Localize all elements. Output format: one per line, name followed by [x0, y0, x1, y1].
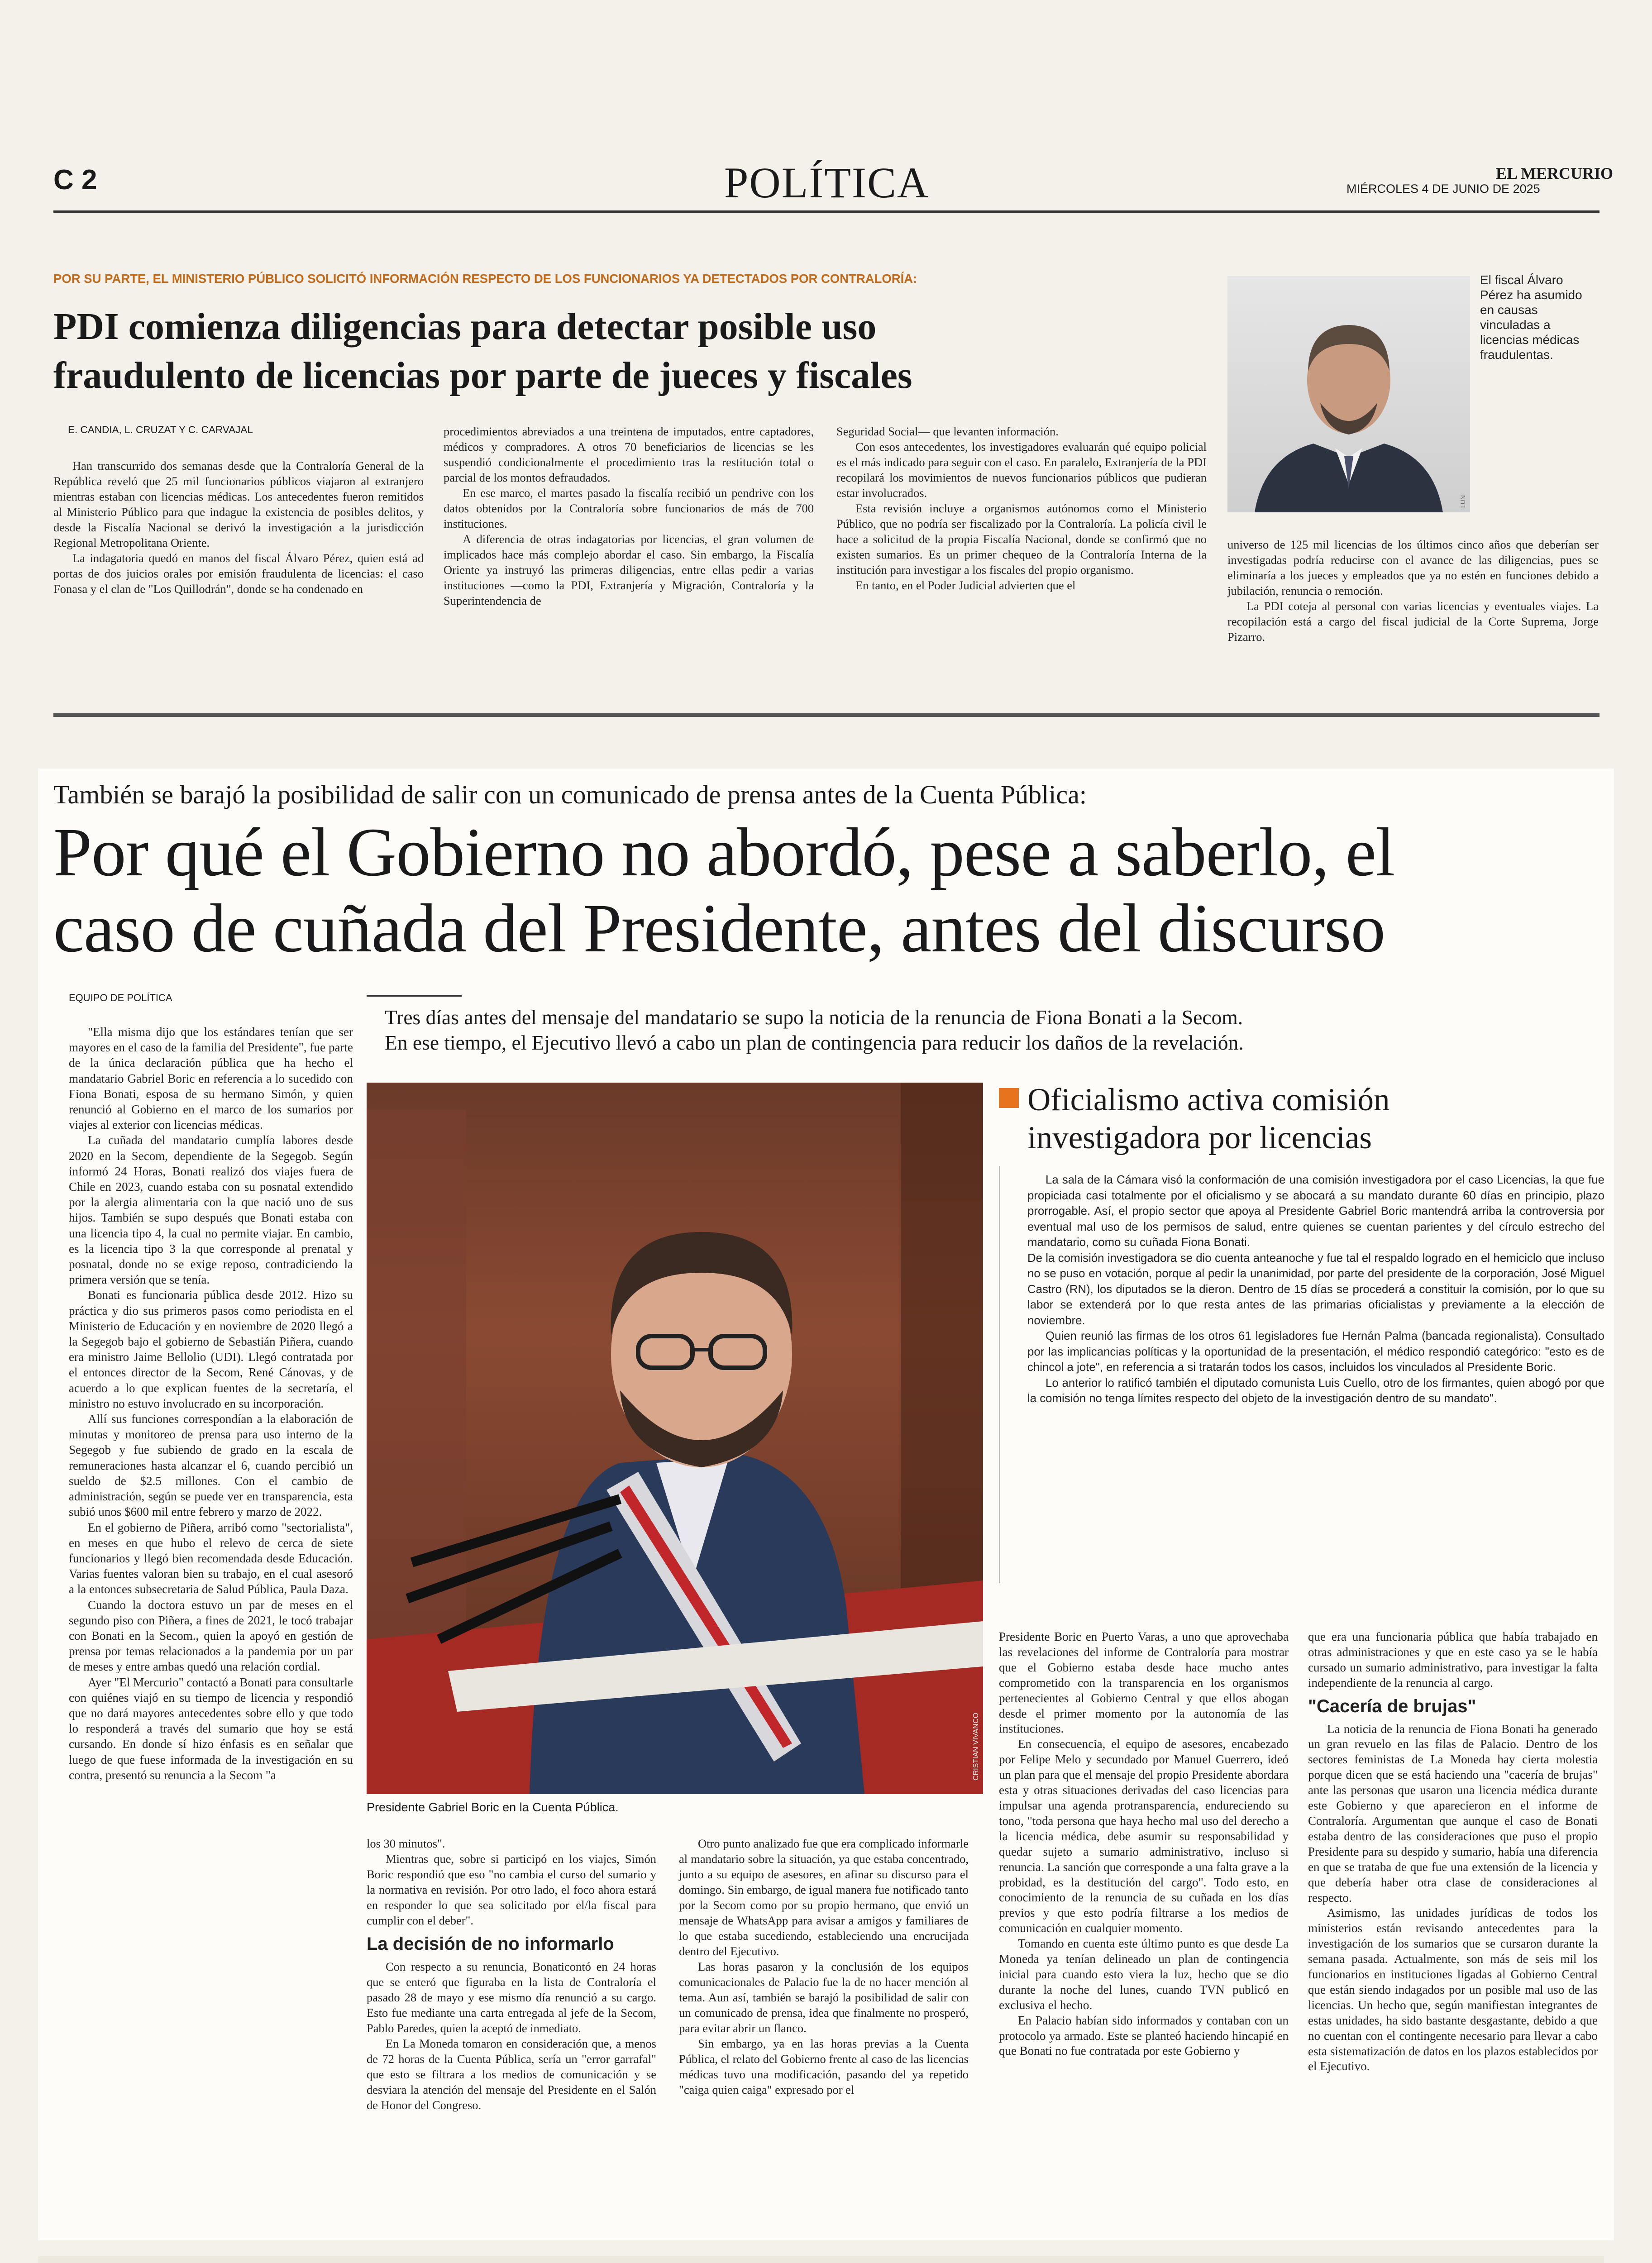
art2-headline-line1: Por qué el Gobierno no abordó, pese a saberlo, el: [53, 814, 1395, 891]
subhead-caceria: "Cacería de brujas": [1308, 1696, 1476, 1716]
paragraph: Allí sus funciones correspondían a la elaboración de minutas y monitoreo de prensa para uso interno de la Segegob y fue subiendo de grado en la escala de remuneraciones hasta alcanzar el 6, cuando percibió un sueldo de $2.5 millones. Con el cambio de administración, según se puede ver en transparencia, esta subió unos $600 mil entre febrero y marzo de 2022.: [69, 1412, 353, 1519]
paragraph: Lo anterior lo ratificó también el diputado comunista Luis Cuello, otro de los firmantes, quien abogó por que la comisión no tenga límites respecto del objeto de la investigación dentro de su mandato".: [1027, 1376, 1604, 1405]
subhead-decision: La decisión de no informarlo: [367, 1934, 614, 1954]
art2-col-middle2: [679, 1836, 969, 2097]
paragraph: Seguridad Social— que levanten información.: [836, 425, 1059, 438]
paragraph: Cuando la doctora estuvo un par de meses en el segundo piso con Piñera, a fines de 2021, le tocó trabajar con Bonati en la Secom., quien la apoyó en gestión de prensa por temas relacionados a la pandemia por un par de meses y entre ambas quedó una relación cordial.: [69, 1598, 353, 1674]
paragraph: Con esos antecedentes, los investigadores evaluarán qué equipo policial es el más indicado para seguir con el caso. En paralelo, Extranjería de la PDI recopilará los movimientos de nuevos funcionarios públicos que pudieran estar involucrados.: [836, 440, 1207, 500]
art2-kicker: También se barajó la posibilidad de salir con un comunicado de prensa antes de la Cuenta Pública:: [53, 780, 1087, 809]
newspaper-name: EL MERCURIO: [1496, 164, 1614, 182]
art1-col4: [1227, 537, 1599, 645]
paragraph: A diferencia de otras indagatorias por licencias, el gran volumen de implicados hace más complejo abordar el caso. Sin embargo, la Fiscalía Oriente ya instruyó las primeras diligencias, entre ellas pedir a varias instituciones —como la PDI, Extranjería y Migración, Contraloría y la Superintendencia de: [444, 532, 814, 607]
president-photo: [367, 1083, 983, 1794]
art2-headline: [53, 815, 1610, 967]
deck-rule: [367, 995, 462, 997]
art1-col3: [836, 424, 1207, 593]
paragraph: La indagatoria quedó en manos del fiscal Álvaro Pérez, quien está ad portas de dos juicios orales por emisión fraudulenta de licencias: el caso Fonasa y el clan de "Los Quillodrán", donde se ha condenado en: [53, 551, 424, 596]
paragraph: Ayer "El Mercurio" contactó a Bonati para consultarle con quiénes viajó en su tiempo de licencia y respondió que no dará mayores antecedentes sobre ello y que todo lo responderá a través del sumario que hoy se está cursando. En donde sí hizo énfasis es en señalar que luego de que fuese informada de la investigación en su contra, presentó su renuncia a la Secom "a: [69, 1675, 353, 1782]
paragraph: que era una funcionaria pública que había trabajado en otras administraciones y que en este caso ya se le había cursado un sumario administrativo, para investigar la falta independiente de la renuncia al cargo.: [1308, 1630, 1598, 1690]
art1-kicker: POR SU PARTE, EL MINISTERIO PÚBLICO SOLICITÓ INFORMACIÓN RESPECTO DE LOS FUNCIONARIOS YA DETECTADOS POR CONTRALORÍA:: [53, 272, 917, 286]
president-illustration: [367, 1083, 983, 1794]
art1-headline: [53, 302, 1230, 400]
paragraph: universo de 125 mil licencias de los últimos cinco años que deberían ser investigadas podría reducirse con el avance de las diligencias, pues se eliminaría a los jueces y empleados que ya no estén en funciones debido a jubilación, renuncia o remoción.: [1227, 538, 1599, 597]
paragraph: Tomando en cuenta este último punto es que desde La Moneda ya tenían delineado un plan de contingencia inicial para cuando esto viera la luz, hecho que se dio durante la noche del lunes, cuando TVN publicó en exclusiva el hecho.: [999, 1937, 1289, 2012]
paragraph: En Palacio habían sido informados y contaban con un protocolo ya armado. Este se planteó haciendo hincapié en que Bonati no fue contratada por este Gobierno y: [999, 2013, 1289, 2058]
art1-bottom-rule: [53, 713, 1599, 717]
paragraph: Las horas pasaron y la conclusión de los equipos comunicacionales de Palacio fue la de no hacer mención al tema. Aun así, también se barajó la posibilidad de salir con un comunicado de prensa, idea que finalmente no prosperó, para evitar abrir un flanco.: [679, 1960, 969, 2035]
paragraph: Esta revisión incluye a organismos autónomos como el Ministerio Público, que no podría ser fiscalizado por la Contraloría. La policía civil le hace a solicitud de la propia Fiscalía Nacional, donde se confirmó que no existen sumarios. Es un primer chequeo de la Contraloría Interna de la institución para investigar a los fiscales del propio organismo.: [836, 501, 1207, 577]
paragraph: La PDI coteja al personal con varias licencias y eventuales viajes. La recopilación está a cargo del fiscal judicial de la Corte Suprema, Jorge Pizarro.: [1227, 599, 1599, 644]
paragraph: Quien reunió las firmas de los otros 61 legisladores fue Hernán Palma (bancada regionalista). Consultado por las implicancias políticas y la oportunidad de la presentación, el médico respondió categórico: "esto es de chincol a jote", en referencia a si tratarán todos los casos, incluidos los vinculados al Presidente Boric.: [1027, 1330, 1604, 1374]
paragraph: los 30 minutos".: [367, 1837, 445, 1850]
sidebar-body: [1027, 1172, 1604, 1407]
art2-col-right1: [999, 1629, 1289, 2059]
art3-panel: [38, 2256, 1604, 2263]
paragraph: Con respecto a su renuncia, Bonaticontó en 24 horas que se enteró que figuraba en la lista de Contraloría el pasado 28 de mayo y ese mismo día renunció a su cargo. Esto fue mediante una carta entregada al jefe de la Secom, Pablo Paredes, quien la aceptó de inmediato.: [367, 1960, 656, 2035]
art1-headline-line1: PDI comienza diligencias para detectar posible uso: [53, 306, 877, 348]
paragraph: "Ella misma dijo que los estándares tenían que ser mayores en el caso de la familia del Presidente", fue parte de la única declaración pública que ha hecho el mandatario Gabriel Boric en referencia a lo sucedido con Fiona Bonati, esposa de su hermano Simón, y quien renunció al Gobierno en el marco de los sumarios por viajes al exterior con licencias médicas.: [69, 1025, 353, 1132]
photo-credit: LUN: [1459, 495, 1466, 508]
paragraph: La cuñada del mandatario cumplía labores desde 2020 en la Secom, dependiente de la Segegob. Según informó 24 Horas, Bonati realizó dos viajes fuera de Chile en 2023, cuando estaba con su posnatal extendido por la alergia alimentaria con la que nació uno de sus hijos. También se supo después que Bonati estaba con una licencia tipo 4, la cual no permite viajar. En cambio, es la licencia tipo 3 la que corresponde al prenatal y posnatal, donde no se exige reposo, contradiciendo la primera versión que se tenía.: [69, 1133, 353, 1287]
masthead-rule: [53, 210, 1599, 213]
sidebar-left-rule: [999, 1166, 1000, 1583]
art1-headline-line2: fraudulento de licencias por parte de jueces y fiscales: [53, 354, 912, 396]
paragraph: En tanto, en el Poder Judicial advierten que el: [855, 578, 1076, 592]
sidebar-title: [1027, 1081, 1607, 1157]
issue-date: MIÉRCOLES 4 DE JUNIO DE 2025: [1346, 182, 1540, 196]
paragraph: La noticia de la renuncia de Fiona Bonati ha generado un gran revuelo en las filas de Palacio. Dentro de los sectores feministas de La Moneda hay cierta molestia porque dicen que se está haciendo una "cacería de brujas" ante las personas que usaron una licencia médica durante este Gobierno y que aparecieron en el informe de Contraloría. Argumentan que aunque el caso de Bonati estaba dentro de las consideraciones que puso el propio Presidente para su despido y sumario, había una diferencia en que se trataba de que fue una extensión de la licencia y que debería haber otra clase de consideraciones al respecto.: [1308, 1722, 1598, 1905]
paragraph: De la comisión investigadora se dio cuenta anteanoche y fue tal el respaldo logrado en el hemiciclo que incluso no se puso en votación, porque al pedir la unanimidad, por parte del presidente de la corporación, José Miguel Castro (RN), los diputados se la dieron. Dentro de 15 días se procederá a constituir la comisión, por lo que su labor se extenderá por lo que resta antes de las primarias oficialistas y previamente a la elección de noviembre.: [1027, 1251, 1604, 1327]
art2-deck-line2: En ese tiempo, el Ejecutivo llevó a cabo un plan de contingencia para reducir los daños de la revelación.: [385, 1031, 1244, 1054]
section-title: POLÍTICA: [724, 158, 930, 207]
orange-square-bullet-icon: [999, 1088, 1019, 1108]
paragraph: Bonati es funcionaria pública desde 2012. Hizo su práctica y dio sus primeros pasos como periodista en el Ministerio de Educación y en noviembre de 2020 llegó a la Segegob bajo el gobierno de Sebastián Piñera, cuando era ministro Jaime Bellolio (UDI). Llegó contratada por el entonces director de la Secom, René Cánovas, y de acuerdo a lo que explican fuentes de la secretaría, el ministro no estuvo involucrado en su incorporación.: [69, 1288, 353, 1410]
art2-col-right2: [1308, 1629, 1598, 2074]
art1-byline: E. CANDIA, L. CRUZAT Y C. CARVAJAL: [68, 424, 253, 435]
paragraph: En ese marco, el martes pasado la fiscalía recibió un pendrive con los datos obtenidos por la Contraloría sobre funcionarios de más de 700 instituciones.: [444, 486, 814, 530]
paragraph: Mientras que, sobre si participó en los viajes, Simón Boric respondió que eso "no cambia el curso del sumario y la normativa en revisión. Por otro lado, el foco ahora estará en responder lo que sea solicitado por el/la fiscal para cumplir con el deber".: [367, 1852, 656, 1927]
art2-deck: [385, 1005, 1607, 1055]
portrait-illustration: [1227, 276, 1470, 512]
sidebar-title-line2: investigadora por licencias: [1027, 1120, 1372, 1155]
art2-col1: [69, 1024, 353, 1783]
page-number: C 2: [53, 164, 97, 196]
paragraph: En consecuencia, el equipo de asesores, encabezado por Felipe Melo y secundado por Manuel Guerrero, ideó un plan para que el mensaje del propio Presidente abordara esta y otras situaciones derivadas del caso licencias para impulsar una agenda protransparencia, endureciendo su tono, "toda persona que haya hecho mal uso del derecho a la licencia médica, debe asumir su responsabilidad y quedar sujeto a sumario administrativo, incluso si renuncia. La sanción que corresponde a una falta grave a la probidad, es la destitución del cargo". Todo esto, en conocimiento de la renuncia de su cuñada en los días previos y que esto podría filtrarse a los medios de comunicación en cualquier momento.: [999, 1737, 1289, 1935]
paragraph: Otro punto analizado fue que era complicado informarle al mandatario sobre la situación, ya que estaba concentrado, junto a su equipo de asesores, en afinar su discurso para el domingo. Sin embargo, de igual manera fue notificado tanto por la Secom como por su propio hermano, que envió un mensaje de WhatsApp para avisar a amigos y familiares de lo que estaba sucediendo, estableciendo una encrucijada dentro del Ejecutivo.: [679, 1837, 969, 1958]
art1-col2: [444, 424, 814, 608]
sidebar-title-line1: Oficialismo activa comisión: [1027, 1082, 1390, 1117]
art2-headline-line2: caso de cuñada del Presidente, antes del discurso: [53, 890, 1385, 967]
art1-col1: [53, 458, 424, 597]
fiscal-photo-caption: El fiscal Álvaro Pérez ha asumido en causas vinculadas a licencias médicas fraudulentas.: [1480, 273, 1582, 362]
art2-col-middle1: [367, 1836, 656, 2113]
paragraph: En el gobierno de Piñera, arribó como "sectorialista", en meses en que hubo el relevo de cerca de siete funcionarios y llegó bien recomendada desde Educación. Varias fuentes valoran bien su trabajo, en el cual asesoró a la entonces subsecretaria de Salud Pública, Paula Daza.: [69, 1520, 353, 1596]
paragraph: Sin embargo, ya en las horas previas a la Cuenta Pública, el relato del Gobierno frente al caso de las licencias médicas tuvo una modificación, pasando del ya repetido "caiga quien caiga" expresado por el: [679, 2037, 969, 2096]
paragraph: En La Moneda tomaron en consideración que, a menos de 72 horas de la Cuenta Pública, sería un "error garrafal" que esto se filtrara a los medios de comunicación y se desviara la atención del mensaje del Presidente en el Salón de Honor del Congreso.: [367, 2037, 656, 2112]
art2-deck-line1: Tres días antes del mensaje del mandatario se supo la noticia de la renuncia de Fiona Bonati a la Secom.: [385, 1006, 1243, 1029]
paragraph: Presidente Boric en Puerto Varas, a uno que aprovechaba las revelaciones del informe de Contraloría para mostrar que el Gobierno estaba desde hace mucho antes comprometido con la transparencia en los organismos pertenecientes al Gobierno Central y que ellos abogan desde el primer momento por la autonomía de las instituciones.: [999, 1630, 1289, 1736]
fiscal-portrait-photo: [1227, 276, 1470, 512]
paragraph: Asimismo, las unidades jurídicas de todos los ministerios están revisando antecedentes para la investigación de los sumarios que se cursaron durante la semana pasada. Actualmente, son más de seis mil los funcionarios en instituciones ligadas al Gobierno Central que están siendo indagados por un posible mal uso de las licencias. Un hecho que, según manifiestan integrantes de estas unidades, ha sido bastante desgastante, debido a que no cuentan con el contingente necesario para llevar a cabo esta sistematización de datos en los plazos establecidos por el Ejecutivo.: [1308, 1906, 1598, 2073]
photo-credit: CRISTIAN VIVANCO: [972, 1713, 980, 1781]
president-photo-caption: Presidente Gabriel Boric en la Cuenta Pública.: [367, 1800, 619, 1814]
paragraph: Han transcurrido dos semanas desde que la Contraloría General de la República reveló que 25 mil funcionarios públicos viajaron al extranjero mientras estaban con licencias médicas. Los antecedentes fueron remitidos al Ministerio Público para que indague la existencia de posibles delitos, y desde la Fiscalía Nacional se derivó la investigación a la jurisdicción Regional Metropolitana Oriente.: [53, 459, 424, 549]
paragraph: La sala de la Cámara visó la conformación de una comisión investigadora por el caso Licencias, la que fue propiciada casi totalmente por el oficialismo y se abocará a su mandato durante 60 días en principio, plazo prorrogable. Así, el propio sector que apoya al Presidente Gabriel Boric mantendrá arriba la controversia por eventual mal uso de los permisos de salud, entre quienes se cuentan parientes y del círculo estrecho del mandatario, como su cuñada Fiona Bonati.: [1027, 1174, 1604, 1249]
art2-byline: EQUIPO DE POLÍTICA: [69, 992, 172, 1003]
paragraph: procedimientos abreviados a una treintena de imputados, entre captadores, médicos y compradores. A otros 70 beneficiarios de licencias se les suspendió condicionalmente el procedimiento tras la restitución total o parcial de los montos defraudados.: [444, 425, 814, 484]
